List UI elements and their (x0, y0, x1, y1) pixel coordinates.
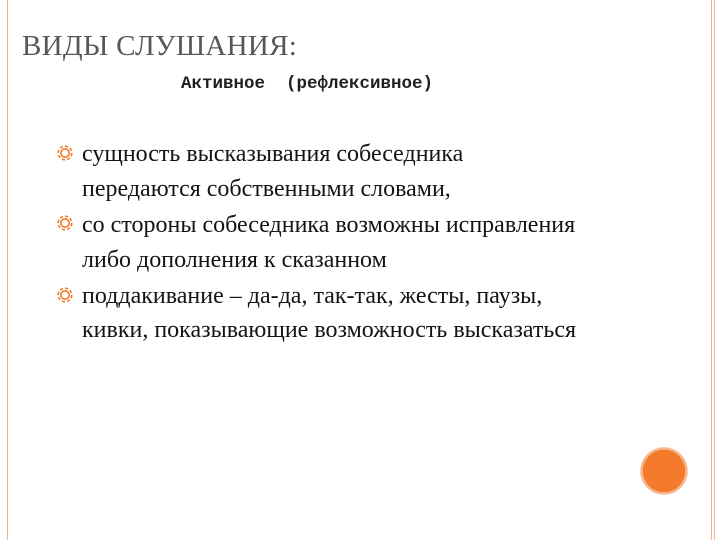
bullet-2-line-1: со стороны собеседника возможны исправления (82, 212, 576, 238)
slide-subtitle: Активное (рефлексивное) (181, 74, 434, 94)
sun-flower-icon (57, 287, 73, 303)
left-frame-line (7, 0, 8, 540)
bullet-1-line-2: передаются собственными словами, (82, 176, 451, 202)
right-frame-line-outer (714, 0, 715, 540)
bullet-1-line-1: сущность высказывания собеседника (82, 141, 464, 167)
slide-title: ВИДЫ СЛУШАНИЯ: (22, 30, 298, 62)
sun-flower-icon (57, 145, 73, 161)
sun-flower-icon (57, 215, 73, 231)
bullet-3-line-1: поддакивание – да-да, так-так, жесты, паузы, (82, 283, 543, 309)
decorative-orange-circle (640, 447, 688, 495)
right-frame-line-inner (711, 0, 712, 540)
bullet-2-line-2: либо дополнения к сказанном (82, 247, 387, 273)
bullet-3-line-2: кивки, показывающие возможность высказаться (82, 317, 577, 343)
